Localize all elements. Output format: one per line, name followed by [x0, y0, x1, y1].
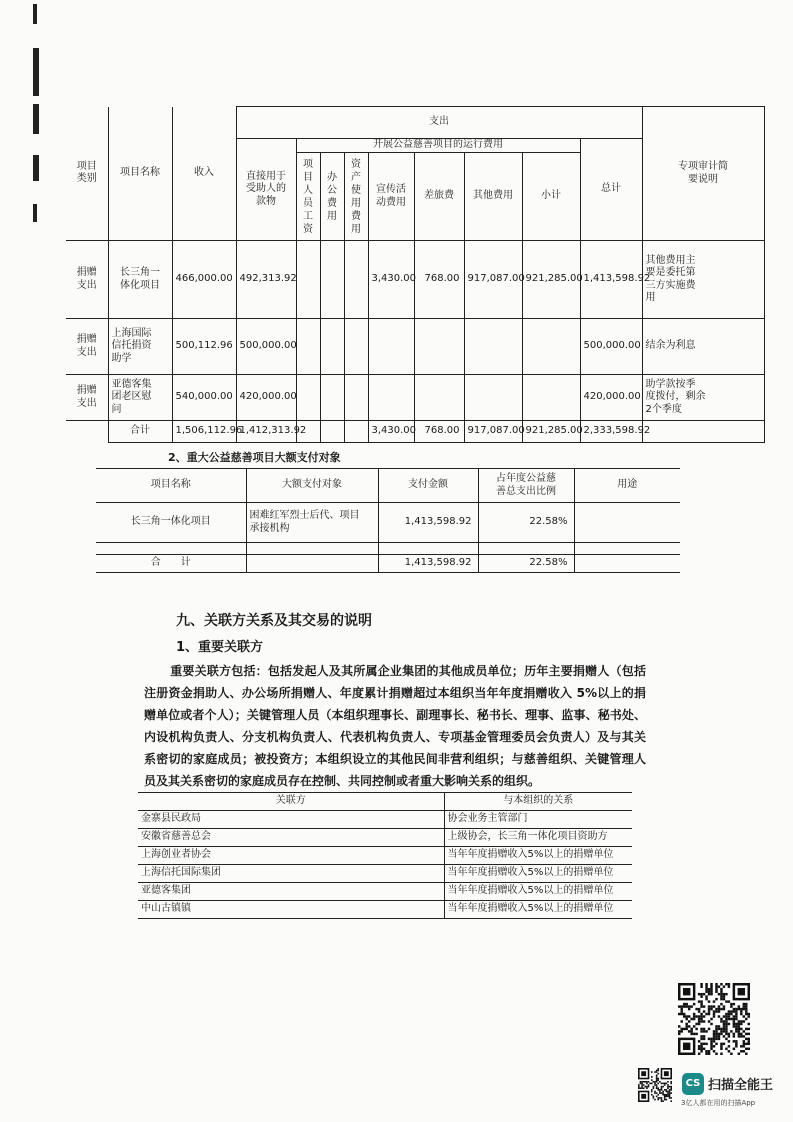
- header-ratio: 占年度公益慈 善总支出比例: [478, 469, 574, 503]
- row-name: 亚德客集 团老区慰 问: [108, 375, 172, 421]
- row-party: 上海信托国际集团: [138, 865, 444, 883]
- row-name: 上海国际 信托捐资 助学: [108, 319, 172, 375]
- table-row: [66, 241, 764, 319]
- large-payment-table: [96, 468, 680, 573]
- expense-table: [66, 106, 765, 443]
- row-asset: [344, 375, 368, 421]
- row-direct: 492,313.92: [236, 241, 296, 319]
- binder-mark: [33, 4, 37, 24]
- row-note: 其他费用主 要是委托第 三方实施费 用: [642, 241, 764, 319]
- row-ratio: 22.58%: [478, 503, 574, 543]
- binder-mark: [33, 155, 39, 181]
- table-row: [66, 319, 764, 375]
- header-staff: 项 目 人 员 工 资: [296, 153, 320, 241]
- row-travel: 768.00: [414, 241, 464, 319]
- table-row: [138, 865, 632, 883]
- row-total: 1,413,598.92: [580, 241, 642, 319]
- row-party: 上海创业者协会: [138, 847, 444, 865]
- row-subtotal: [522, 319, 580, 375]
- table-row: [138, 883, 632, 901]
- section-title: 九、关联方关系及其交易的说明: [176, 613, 372, 629]
- table-row: [66, 375, 764, 421]
- header-note: 专项审计简 要说明: [642, 107, 764, 241]
- row-category: 捐赠 支出: [66, 319, 108, 375]
- subsection-title: 1、重要关联方: [176, 640, 264, 655]
- header-name: 项目名称: [108, 107, 172, 241]
- row-purpose: [574, 503, 680, 543]
- table-row: [138, 901, 632, 919]
- table-row: [138, 811, 632, 829]
- qr-code: [678, 983, 750, 1055]
- total-row: [66, 421, 764, 443]
- row-relation: 当年年度捐赠收入5%以上的捐赠单位: [444, 847, 632, 865]
- row-party: 中山古镇镇: [138, 901, 444, 919]
- row-staff: [296, 319, 320, 375]
- binder-mark: [33, 204, 37, 222]
- row-relation: 当年年度捐赠收入5%以上的捐赠单位: [444, 883, 632, 901]
- row-income: 466,000.00: [172, 241, 236, 319]
- total-ratio: 22.58%: [478, 555, 574, 573]
- row-other: 917,087.00: [464, 241, 522, 319]
- row-name: 长三角一 体化项目: [108, 241, 172, 319]
- header-expense: 支出: [236, 107, 642, 139]
- header-asset: 资 产 使 用 费 用: [344, 153, 368, 241]
- header-travel: 差旅费: [414, 153, 464, 241]
- header-purpose: 用途: [574, 469, 680, 503]
- row-party: 安徽省慈善总会: [138, 829, 444, 847]
- row-note: 助学款按季 度拨付，剩余 2个季度: [642, 375, 764, 421]
- app-name: 扫描全能王: [708, 1078, 774, 1093]
- row-asset: [344, 241, 368, 319]
- row-party: 金寨县民政局: [138, 811, 444, 829]
- table-row: [138, 847, 632, 865]
- row-total: 420,000.00: [580, 375, 642, 421]
- total-subtotal: 921,285.00: [522, 421, 580, 443]
- binder-mark: [33, 104, 39, 134]
- table-row: [96, 503, 680, 543]
- qr-code-small: [638, 1068, 672, 1102]
- header-promo: 宣传活 动费用: [368, 153, 414, 241]
- row-income: 500,112.96: [172, 319, 236, 375]
- table-row: [138, 829, 632, 847]
- total-label: 合计: [108, 421, 172, 443]
- total-other: 917,087.00: [464, 421, 522, 443]
- row-name: 长三角一体化项目: [96, 503, 246, 543]
- row-travel: [414, 319, 464, 375]
- total-promo: 3,430.00: [368, 421, 414, 443]
- row-note: 结余为利息: [642, 319, 764, 375]
- section-heading: 2、重大公益慈善项目大额支付对象: [168, 451, 341, 464]
- row-category: 捐赠 支出: [66, 241, 108, 319]
- row-relation: 当年年度捐赠收入5%以上的捐赠单位: [444, 865, 632, 883]
- row-subtotal: 921,285.00: [522, 241, 580, 319]
- header-name: 项目名称: [96, 469, 246, 503]
- row-income: 540,000.00: [172, 375, 236, 421]
- row-relation: 当年年度捐赠收入5%以上的捐赠单位: [444, 901, 632, 919]
- camscanner-logo: CS: [682, 1073, 704, 1095]
- row-payee: 困难红军烈士后代、项目 承接机构: [246, 503, 378, 543]
- row-party: 亚德客集团: [138, 883, 444, 901]
- row-subtotal: [522, 375, 580, 421]
- header-amount: 支付金额: [378, 469, 478, 503]
- header-party: 关联方: [138, 793, 444, 811]
- row-office: [320, 319, 344, 375]
- row-promo: [368, 375, 414, 421]
- binder-mark: [33, 48, 39, 96]
- total-row: [96, 555, 680, 573]
- row-promo: 3,430.00: [368, 241, 414, 319]
- header-income: 收入: [172, 107, 236, 241]
- row-total: 500,000.00: [580, 319, 642, 375]
- header-running: 开展公益慈善项目的运行费用: [296, 139, 580, 153]
- app-tagline: 3亿人都在用的扫描App: [681, 1099, 756, 1107]
- row-category: 捐赠 支出: [66, 375, 108, 421]
- total-income: 1,506,112.96: [172, 421, 236, 443]
- header-category: 项目 类别: [66, 107, 108, 241]
- row-office: [320, 375, 344, 421]
- row-travel: [414, 375, 464, 421]
- row-amount: 1,413,598.92: [378, 503, 478, 543]
- row-direct: 420,000.00: [236, 375, 296, 421]
- paragraph-lead: 重要关联方: [170, 664, 232, 678]
- header-subtotal: 小计: [522, 153, 580, 241]
- paragraph-text: 包括：包括发起人及其所属企业集团的其他成员单位；历年主要捐赠人（包括注册资金捐助人、办公场所捐赠人、年度累计捐赠超过本组织当年年度捐赠收入 5%以上的捐赠单位或者个人）；关键管理人员（本组织理事长、副理事长、秘书长、理事、监事、秘书处、内设机构负责人、分支机构负责人、代表机构负责人、专项基金管理委员会负责人）及与其关系密切的家庭成员；被投资方；本组织设立的其他民间非营利组织；与慈善组织、关键管理人员及其关系密切的家庭成员存在控制、共同控制或者重大影响关系的组织。: [144, 664, 646, 788]
- total-travel: 768.00: [414, 421, 464, 443]
- related-party-paragraph: [144, 660, 646, 792]
- header-direct: 直接用于 受助人的 款物: [236, 139, 296, 241]
- row-asset: [344, 319, 368, 375]
- related-party-table: [138, 792, 632, 919]
- header-total: 总计: [580, 139, 642, 241]
- row-relation: 上级协会，长三角一体化项目资助方: [444, 829, 632, 847]
- row-office: [320, 241, 344, 319]
- total-label: 合 计: [96, 555, 246, 573]
- header-office: 办 公 费 用: [320, 153, 344, 241]
- header-payee: 大额支付对象: [246, 469, 378, 503]
- row-other: [464, 319, 522, 375]
- row-staff: [296, 375, 320, 421]
- row-promo: [368, 319, 414, 375]
- row-other: [464, 375, 522, 421]
- total-direct: 1,412,313.92: [236, 421, 296, 443]
- row-staff: [296, 241, 320, 319]
- row-relation: 协会业务主管部门: [444, 811, 632, 829]
- header-relation: 与本组织的关系: [444, 793, 632, 811]
- row-direct: 500,000.00: [236, 319, 296, 375]
- header-other: 其他费用: [464, 153, 522, 241]
- total-total: 2,333,598.92: [580, 421, 642, 443]
- total-amount: 1,413,598.92: [378, 555, 478, 573]
